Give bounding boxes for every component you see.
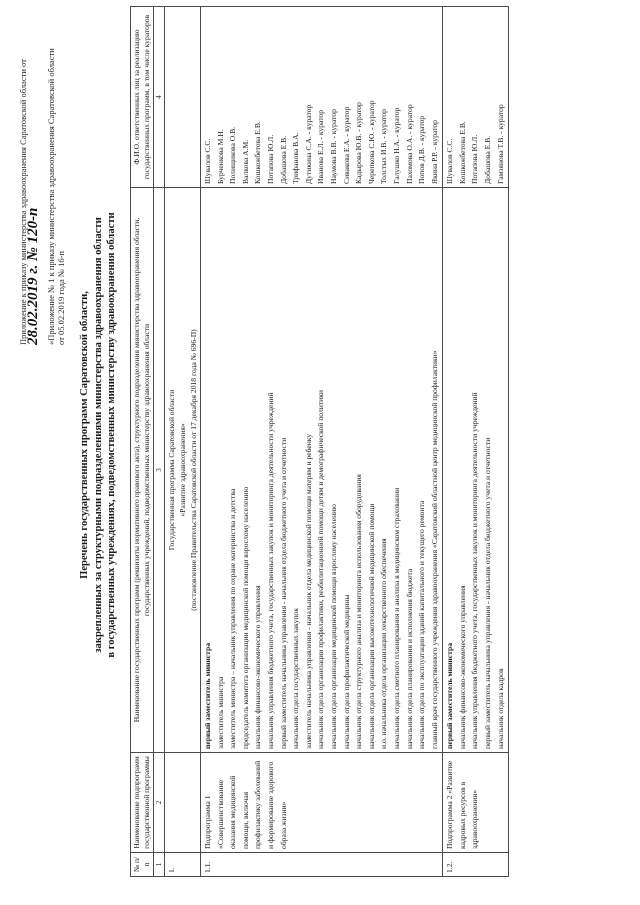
person-name: Наумова В.В. - куратор <box>328 109 338 184</box>
header-programs: Наименование государственных программ (реквизиты нормативного правового акта), структурного подразделения министерства здравоохранения области, государственных учреждений, подведомственных министерству здравоохранения области <box>131 188 154 753</box>
person-name: Добашова Е.В. <box>278 135 288 184</box>
person-name: Шувалов С.С. <box>445 138 455 184</box>
subprogram-row-2 <box>443 7 509 877</box>
person-name: Добашова Е.В. <box>483 135 493 184</box>
responsible-titles <box>201 188 443 753</box>
person-name: Бурченкова М.Н. <box>215 129 225 184</box>
title-line: в государственных учреждениях, подведомственных министерству здравоохранения области <box>106 212 117 658</box>
position-title: начальник отдела профилактической медицины <box>341 594 351 749</box>
position-title: заместитель министра <box>215 676 225 749</box>
document-title <box>78 115 119 755</box>
appendix-line: Приложение к приказу министерства здравоохранения Саратовской области от <box>18 59 28 345</box>
section-number: 1. <box>165 853 201 877</box>
person-name: Пахомова О.А. - куратор <box>404 104 414 184</box>
column-number: 4 <box>154 7 165 188</box>
header-persons: Ф.И.О. ответственных лиц за реализацию государственных программ, в том числе кураторов <box>131 7 154 188</box>
position-title: и.о. начальника отдела организации лекарственного обеспечения <box>379 538 389 749</box>
person-name: Полищикова О.В. <box>228 126 238 184</box>
person-name: Якина Р.Р. - куратор <box>429 120 439 184</box>
position-title: заместитель министра – начальник управления по охране материнства и детства <box>228 488 238 749</box>
responsible-persons <box>443 7 509 188</box>
position-title: начальник отдела по эксплуатации зданий капитального и текущего ремонта <box>417 500 427 749</box>
position-title: первый заместитель министра <box>445 642 455 749</box>
position-title: первый заместитель начальника управления - начальник отдела бюджетного учета и отчетности <box>278 437 288 749</box>
person-name: Иванова Е.Л. - куратор <box>316 109 326 184</box>
position-title: начальник управления бюджетного учета, государственных закупок и мониторинга деятельности учреждений <box>470 392 480 749</box>
appendix-line: от 05.02.2019 года № 16-п <box>56 251 66 345</box>
title-line: закрепленных за структурными подразделениями министерства здравоохранения области <box>92 217 104 653</box>
person-name: Гамзянова Т.В. - куратор <box>495 104 505 184</box>
position-title: первый заместитель министра <box>203 642 212 749</box>
state-program-title: Государственная программа Саратовской области <box>167 389 176 551</box>
subprogram-name: Подпрограмма 1 «Совершенствование оказания медицинской помощи, включая профилактику заболеваний и формирование здорового образа жизни» <box>201 753 443 853</box>
person-name: Кошкожбетова Е.В. <box>253 121 263 184</box>
person-name: Черепкова С.Ю. - куратор <box>366 100 376 184</box>
position-title: заместитель начальника управления - начальник отдела медицинской помощи матерям и ребенку <box>303 433 313 749</box>
person-name: Валкова А.М. <box>240 139 250 184</box>
position-title: начальник отдела организации высокотехнологичной медицинской помощи <box>366 503 376 749</box>
person-name: Шувалов С.С. <box>203 138 212 184</box>
position-title: начальник отдела кадров <box>495 668 505 749</box>
subprogram-row-1 <box>201 7 443 877</box>
person-name: Дутикина С.А. - куратор <box>303 104 313 184</box>
state-program-name: «Развитие здравоохранения» <box>178 423 187 517</box>
section-empty-cell <box>165 753 201 853</box>
header-subprogram: Наименование подпрограмм государственной программы <box>131 753 154 853</box>
row-number: 1.2. <box>443 853 509 877</box>
person-name: Трифанова В.А. <box>291 132 301 184</box>
appendix-handwritten-date: 28.02.2019 г. № 120-п <box>25 207 41 345</box>
table-header-row <box>131 7 154 877</box>
person-name: Попов Д.В. - куратор <box>417 115 427 184</box>
position-title: начальник отдела государственных закупок <box>291 608 301 749</box>
appendix-note <box>18 59 41 345</box>
responsible-persons <box>201 7 443 188</box>
person-name: Галушко Н.А. - куратор <box>391 107 401 184</box>
position-title: начальник отдела планирования и исполнения бюджета <box>404 568 414 749</box>
header-num: № п/п <box>131 853 154 877</box>
position-title: первый заместитель начальника управления - начальник отдела бюджетного учета и отчетности <box>483 437 493 749</box>
person-name: Кадырова Ю.В. - куратор <box>354 102 364 184</box>
appendix-line: «Приложение № 1 к приказу министерства здравоохранения Саратовской области <box>46 48 56 345</box>
state-program-cell <box>165 188 201 753</box>
person-name: Потапова Ю.Л. <box>265 134 275 184</box>
column-number: 3 <box>154 188 165 753</box>
state-program-decree: (постановление Правительства Саратовской области от 17 декабря 2018 года № 696-П) <box>189 329 198 611</box>
position-title: главный врач государственного учреждения здравоохранения «Саратовский областной центр медицинской профилактики» <box>429 350 439 749</box>
section-row <box>165 7 201 877</box>
position-title: начальник отдела сметного планирования и анализа в медицинском страховании <box>391 487 401 749</box>
person-name: Толстых И.В. - куратор <box>379 109 389 184</box>
column-number: 2 <box>154 753 165 853</box>
position-title: председатель комитета организации медицинской помощи взрослому населению <box>240 486 250 749</box>
position-title: начальник финансово-экономического управления <box>253 585 263 749</box>
row-number: 1.1. <box>201 853 443 877</box>
column-number-row <box>154 7 165 877</box>
position-title: начальник управления бюджетного учета, государственных закупок и мониторинга деятельности учреждений <box>265 392 275 749</box>
appendix-reference <box>46 48 66 345</box>
column-number: 1 <box>154 853 165 877</box>
person-name: Кошкожбетова Е.В. <box>457 121 467 184</box>
position-title: начальник финансово-экономического управления <box>457 585 467 749</box>
person-name: Потапова Ю.Л. <box>470 134 480 184</box>
section-empty-cell <box>165 7 201 188</box>
position-title: начальник отдела организации профилактики, реабилитационной помощи детям и демографической политики <box>316 390 326 749</box>
programs-table <box>130 6 509 877</box>
position-title: начальник отдела организации медицинской помощи взрослому населению <box>328 504 338 749</box>
responsible-titles <box>443 188 509 753</box>
subprogram-name: Подпрограмма 2 «Развитие кадровых ресурсов в здравоохранении» <box>443 753 509 853</box>
title-line: Перечень государственных программ Саратовской области, <box>79 291 90 579</box>
position-title: начальник отдела структурного анализа и мониторинга использования оборудования <box>354 474 364 749</box>
person-name: Сивакова Е.А. - куратор <box>341 106 351 184</box>
